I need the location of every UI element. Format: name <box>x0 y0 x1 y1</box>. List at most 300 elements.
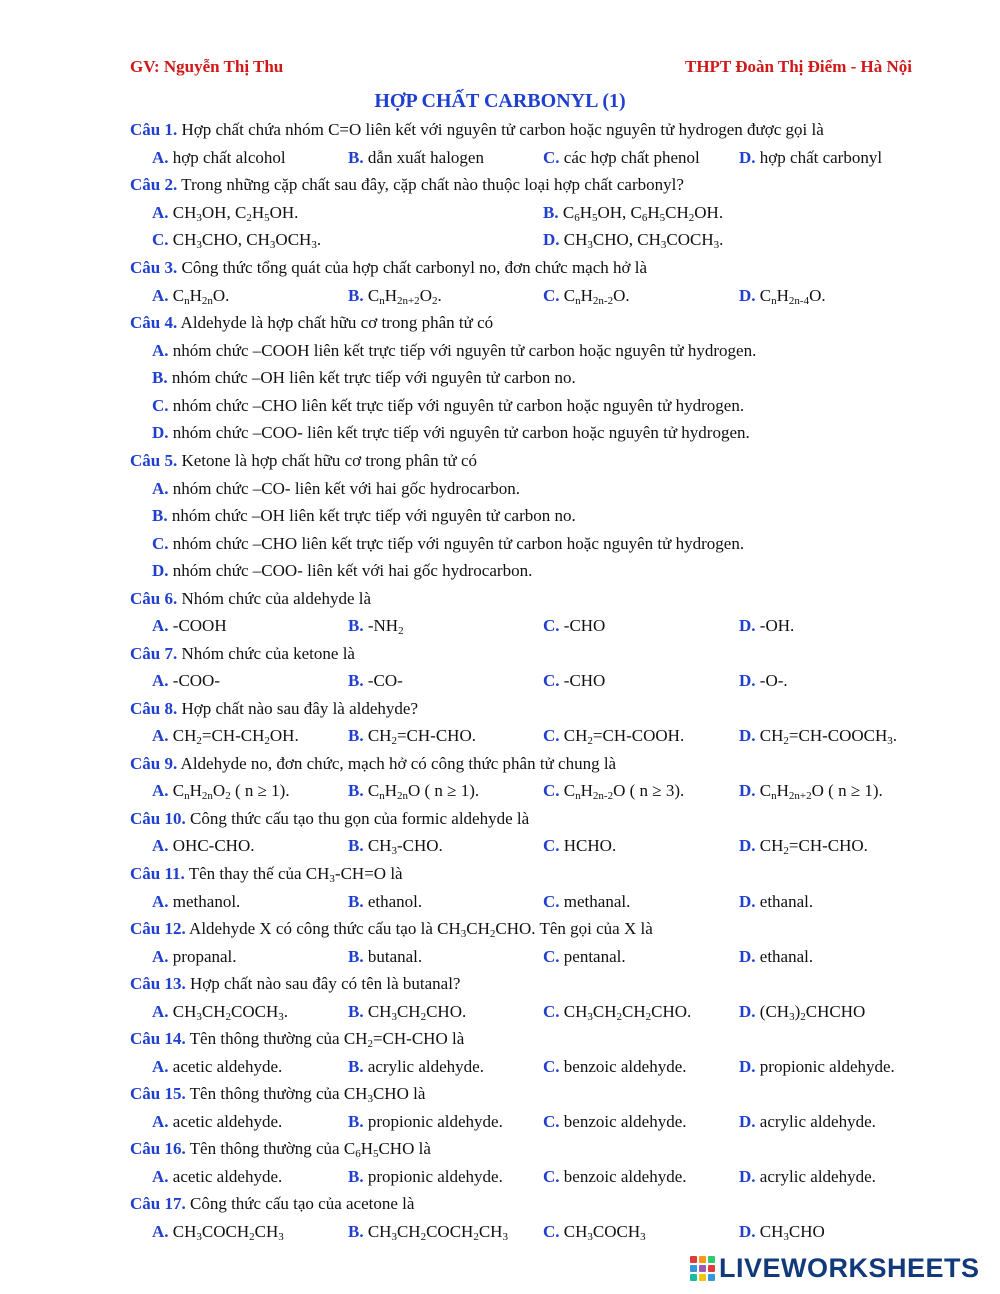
option-label: B. <box>348 616 364 635</box>
question-number: Câu 10. <box>130 809 186 828</box>
option-text: $CH_2=CH-CH_2OH$. <box>168 726 299 747</box>
question <box>130 699 418 719</box>
option-line <box>0 230 1000 256</box>
question-line <box>0 175 1000 201</box>
option-label: C. <box>543 1057 560 1076</box>
option-text: $CH_3CHO$, $CH_3COCH_3$. <box>559 230 724 251</box>
question <box>130 313 493 333</box>
option-label: D. <box>739 836 756 855</box>
option-line <box>0 1002 1000 1028</box>
option-line <box>0 148 1000 174</box>
option-label: C. <box>543 148 560 167</box>
answer-option[interactable] <box>739 148 882 168</box>
answer-option[interactable] <box>152 479 520 499</box>
logo-square <box>690 1256 697 1263</box>
option-line <box>0 616 1000 642</box>
option-text: -COO- <box>168 671 220 690</box>
option-label: D. <box>739 1167 756 1186</box>
question <box>130 1084 425 1104</box>
question-text: Tên thay thế của $CH_3-CH=O$ là <box>184 864 403 885</box>
option-text: nhóm chức –OH liên kết trực tiếp với nguyên tử carbon no. <box>167 506 576 525</box>
option-text: $C_nH_{2n}O_2$ ( n ≥ 1). <box>168 781 290 802</box>
option-text: hợp chất carbonyl <box>755 148 883 167</box>
answer-option[interactable] <box>152 368 576 388</box>
question <box>130 809 529 829</box>
option-label: A. <box>152 671 169 690</box>
question-line <box>0 313 1000 339</box>
answer-option[interactable] <box>739 1057 895 1077</box>
option-text: $C_6H_5OH$, $C_6H_5CH_2OH$. <box>558 203 724 224</box>
answer-option[interactable] <box>739 892 813 912</box>
option-label: C. <box>543 616 560 635</box>
question-text: Công thức tổng quát của hợp chất carbonyl no, đơn chức mạch hở là <box>177 258 648 277</box>
question-number: Câu 5. <box>130 451 178 470</box>
option-text: $CH_3COCH_2CH_3$ <box>168 1222 284 1243</box>
question-text: Nhóm chức của aldehyde là <box>177 589 372 608</box>
answer-option[interactable] <box>152 148 286 168</box>
option-label: C. <box>543 1112 560 1131</box>
option-label: D. <box>739 1057 756 1076</box>
answer-option[interactable] <box>348 836 443 856</box>
question <box>130 1029 464 1049</box>
option-label: D. <box>739 1222 756 1241</box>
option-label: D. <box>739 1002 756 1021</box>
option-line <box>0 836 1000 862</box>
option-label: C. <box>543 1167 560 1186</box>
option-text: $C_nH_{2n+2}O$ ( n ≥ 1). <box>755 781 883 802</box>
option-label: B. <box>152 506 168 525</box>
option-text: propionic aldehyde. <box>363 1167 503 1186</box>
option-label: A. <box>152 203 169 222</box>
option-text: pentanal. <box>559 947 626 966</box>
option-label: B. <box>543 203 559 222</box>
question-line <box>0 919 1000 945</box>
question-line <box>0 451 1000 477</box>
question-line <box>0 699 1000 725</box>
answer-option[interactable] <box>152 1057 282 1077</box>
question-line <box>0 754 1000 780</box>
answer-option[interactable] <box>348 1057 484 1077</box>
option-text: $C_nH_{2n}O$ ( n ≥ 1). <box>363 781 480 802</box>
answer-option[interactable] <box>543 781 684 801</box>
answer-option[interactable] <box>152 892 240 912</box>
answer-option[interactable] <box>152 506 576 526</box>
answer-option[interactable] <box>543 947 626 967</box>
option-text: acrylic aldehyde. <box>755 1112 876 1131</box>
question <box>130 974 460 994</box>
question-text: Aldehyde no, đơn chức, mạch hở có công thức phân tử chung là <box>177 754 617 773</box>
answer-option[interactable] <box>739 616 794 636</box>
answer-option[interactable] <box>348 947 422 967</box>
option-label: A. <box>152 1057 169 1076</box>
option-text: $CH_3CH_2COCH_3$. <box>168 1002 289 1023</box>
option-label: C. <box>543 781 560 800</box>
question-line <box>0 258 1000 284</box>
option-line <box>0 781 1000 807</box>
question-line <box>0 644 1000 670</box>
answer-option[interactable] <box>152 286 229 306</box>
option-label: A. <box>152 148 169 167</box>
question-line <box>0 1029 1000 1055</box>
answer-option[interactable] <box>152 1222 284 1242</box>
question-line <box>0 864 1000 890</box>
option-line <box>0 423 1000 449</box>
option-label: A. <box>152 341 169 360</box>
answer-option[interactable] <box>348 781 479 801</box>
question <box>130 754 616 774</box>
option-label: A. <box>152 1222 169 1241</box>
option-text: $C_nH_{2n-4}O$. <box>755 286 826 307</box>
question-line <box>0 809 1000 835</box>
question-number: Câu 12. <box>130 919 186 938</box>
answer-option[interactable] <box>348 1222 508 1242</box>
question-number: Câu 16. <box>130 1139 186 1158</box>
answer-option[interactable] <box>348 1112 503 1132</box>
question-text: Công thức cấu tạo của acetone là <box>185 1194 415 1213</box>
option-line <box>0 1167 1000 1193</box>
logo-square <box>690 1274 697 1281</box>
option-text: $CH_3CH_2CH_2CHO$. <box>559 1002 692 1023</box>
option-text: -CHO <box>559 671 606 690</box>
option-line <box>0 341 1000 367</box>
option-label: D. <box>739 781 756 800</box>
option-label: C. <box>152 534 169 553</box>
answer-option[interactable] <box>739 836 868 856</box>
option-label: D. <box>739 148 756 167</box>
question <box>130 864 403 884</box>
answer-option[interactable] <box>152 534 744 554</box>
option-label: B. <box>152 368 168 387</box>
option-text: acrylic aldehyde. <box>755 1167 876 1186</box>
answer-option[interactable] <box>543 203 723 223</box>
option-label: A. <box>152 781 169 800</box>
option-label: D. <box>739 947 756 966</box>
question-number: Câu 13. <box>130 974 186 993</box>
question-line <box>0 1084 1000 1110</box>
option-label: A. <box>152 892 169 911</box>
answer-option[interactable] <box>739 947 813 967</box>
option-text: $-NH_2$ <box>363 616 404 637</box>
option-text: nhóm chức –COO- liên kết trực tiếp với nguyên tử carbon hoặc nguyên tử hydrogen. <box>168 423 750 442</box>
option-text: methanal. <box>559 892 631 911</box>
answer-option[interactable] <box>348 671 403 691</box>
answer-option[interactable] <box>543 1222 646 1242</box>
option-text: acetic aldehyde. <box>168 1057 283 1076</box>
question-number: Câu 17. <box>130 1194 186 1213</box>
option-label: B. <box>348 1057 364 1076</box>
answer-option[interactable] <box>543 671 605 691</box>
option-label: B. <box>348 892 364 911</box>
option-text: $CH_3$-CHO. <box>363 836 443 857</box>
option-text: $CH_2=CH$-COOH. <box>559 726 685 747</box>
answer-option[interactable] <box>739 1167 876 1187</box>
option-line <box>0 203 1000 229</box>
question-number: Câu 3. <box>130 258 178 277</box>
question-text: Tên thông thường của $C_6H_5CHO$ là <box>185 1139 431 1160</box>
option-label: B. <box>348 836 364 855</box>
answer-option[interactable] <box>543 148 700 168</box>
answer-option[interactable] <box>152 1112 282 1132</box>
option-text: nhóm chức –CO- liên kết với hai gốc hydrocarbon. <box>168 479 521 498</box>
logo-square <box>708 1274 715 1281</box>
option-text: nhóm chức –COO- liên kết với hai gốc hydrocarbon. <box>168 561 533 580</box>
option-text: -COOH <box>168 616 227 635</box>
question-line <box>0 974 1000 1000</box>
option-label: D. <box>739 616 756 635</box>
answer-option[interactable] <box>348 1002 466 1022</box>
option-label: B. <box>348 1167 364 1186</box>
answer-option[interactable] <box>739 726 897 746</box>
answer-option[interactable] <box>348 616 404 636</box>
option-label: B. <box>348 148 364 167</box>
answer-option[interactable] <box>152 230 321 250</box>
option-label: C. <box>543 286 560 305</box>
option-text: -OH. <box>755 616 795 635</box>
answer-option[interactable] <box>152 1002 288 1022</box>
answer-option[interactable] <box>543 1057 687 1077</box>
option-label: B. <box>348 1002 364 1021</box>
question-line <box>0 120 1000 146</box>
option-text: propionic aldehyde. <box>363 1112 503 1131</box>
option-text: propanal. <box>168 947 237 966</box>
question-number: Câu 8. <box>130 699 178 718</box>
question <box>130 919 653 939</box>
option-line <box>0 368 1000 394</box>
answer-option[interactable] <box>152 836 254 856</box>
question-text: Ketone là hợp chất hữu cơ trong phân tử có <box>177 451 478 470</box>
question-text: Nhóm chức của ketone là <box>177 644 355 663</box>
question <box>130 175 684 195</box>
answer-option[interactable] <box>739 781 883 801</box>
page-title: HỢP CHẤT CARBONYL (1) <box>374 90 626 112</box>
option-label: B. <box>348 726 364 745</box>
option-text: benzoic aldehyde. <box>559 1057 687 1076</box>
option-label: A. <box>152 479 169 498</box>
answer-option[interactable] <box>348 286 442 306</box>
option-text: $CH_2=CH$-CHO. <box>363 726 476 747</box>
option-line <box>0 726 1000 752</box>
option-text: ethanal. <box>755 892 814 911</box>
option-text: OHC-CHO. <box>168 836 255 855</box>
option-label: D. <box>739 892 756 911</box>
question-number: Câu 14. <box>130 1029 186 1048</box>
logo-square <box>708 1265 715 1272</box>
option-text: các hợp chất phenol <box>559 148 700 167</box>
option-label: A. <box>152 1002 169 1021</box>
option-label: B. <box>348 671 364 690</box>
answer-option[interactable] <box>739 1112 876 1132</box>
answer-option[interactable] <box>152 1167 282 1187</box>
option-line <box>0 947 1000 973</box>
answer-option[interactable] <box>152 561 532 581</box>
option-text: nhóm chức –OH liên kết trực tiếp với nguyên tử carbon no. <box>167 368 576 387</box>
option-label: D. <box>543 230 560 249</box>
option-text: -O-. <box>755 671 788 690</box>
answer-option[interactable] <box>543 1167 687 1187</box>
liveworksheets-logo <box>690 1252 980 1284</box>
answer-option[interactable] <box>543 1112 687 1132</box>
question <box>130 120 824 140</box>
option-text: $(CH_3)_2CHCHO$ <box>755 1002 866 1023</box>
question-text: Aldehyde là hợp chất hữu cơ trong phân tử có <box>177 313 494 332</box>
logo-square <box>699 1256 706 1263</box>
option-text: acetic aldehyde. <box>168 1112 283 1131</box>
answer-option[interactable] <box>348 726 476 746</box>
option-line <box>0 1222 1000 1248</box>
option-text: $C_nH_{2n-2}O$ ( n ≥ 3). <box>559 781 685 802</box>
question <box>130 451 477 471</box>
teacher-name: GV: Nguyễn Thị Thu <box>130 57 284 76</box>
option-text: acetic aldehyde. <box>168 1167 283 1186</box>
logo-square <box>699 1265 706 1272</box>
answer-option[interactable] <box>152 341 756 361</box>
option-label: D. <box>739 1112 756 1131</box>
answer-option[interactable] <box>152 781 290 801</box>
answer-option[interactable] <box>543 230 723 250</box>
option-text: nhóm chức –COOH liên kết trực tiếp với nguyên tử carbon hoặc nguyên tử hydrogen. <box>168 341 757 360</box>
option-text: nhóm chức –CHO liên kết trực tiếp với nguyên tử carbon hoặc nguyên tử hydrogen. <box>168 534 745 553</box>
question-number: Câu 7. <box>130 644 178 663</box>
question-number: Câu 15. <box>130 1084 186 1103</box>
option-text: $CH_3CHO$, $CH_3OCH_3$. <box>168 230 322 251</box>
answer-option[interactable] <box>543 726 684 746</box>
option-text: butanal. <box>363 947 423 966</box>
answer-option[interactable] <box>152 616 227 636</box>
option-line <box>0 671 1000 697</box>
option-label: C. <box>152 396 169 415</box>
question-line <box>0 1139 1000 1165</box>
question-text: Hợp chất chứa nhóm C=O liên kết với nguyên tử carbon hoặc nguyên tử hydrogen được gọi là <box>177 120 824 139</box>
option-text: -CO- <box>363 671 403 690</box>
option-line <box>0 479 1000 505</box>
question <box>130 258 647 278</box>
liveworksheets-grid-icon <box>690 1256 715 1281</box>
answer-option[interactable] <box>543 286 630 306</box>
option-label: B. <box>348 1222 364 1241</box>
option-label: D. <box>152 561 169 580</box>
question-text: Hợp chất nào sau đây có tên là butanal? <box>185 974 461 993</box>
question-number: Câu 6. <box>130 589 178 608</box>
option-line <box>0 1057 1000 1083</box>
option-text: benzoic aldehyde. <box>559 1112 687 1131</box>
option-label: A. <box>152 1112 169 1131</box>
option-text: acrylic aldehyde. <box>363 1057 484 1076</box>
question-text: Tên thông thường của $CH_2=CH$-CHO là <box>185 1029 465 1050</box>
option-line <box>0 534 1000 560</box>
answer-option[interactable] <box>152 726 299 746</box>
option-label: C. <box>543 1002 560 1021</box>
option-label: A. <box>152 836 169 855</box>
question <box>130 1194 414 1214</box>
option-line <box>0 286 1000 312</box>
logo-square <box>699 1274 706 1281</box>
option-text: $C_nH_{2n+2}O_2$. <box>363 286 442 307</box>
answer-option[interactable] <box>739 286 826 306</box>
option-label: C. <box>543 726 560 745</box>
answer-option[interactable] <box>543 836 616 856</box>
answer-option[interactable] <box>739 1222 825 1242</box>
question-number: Câu 4. <box>130 313 178 332</box>
option-text: $CH_2=CH-COOCH_3$. <box>755 726 898 747</box>
question-text: Công thức cấu tạo thu gọn của formic aldehyde là <box>185 809 530 828</box>
answer-option[interactable] <box>543 1002 691 1022</box>
logo-square <box>708 1256 715 1263</box>
question-text: Hợp chất nào sau đây là aldehyde? <box>177 699 418 718</box>
option-line <box>0 561 1000 587</box>
option-label: A. <box>152 286 169 305</box>
option-label: C. <box>543 671 560 690</box>
question-number: Câu 1. <box>130 120 178 139</box>
option-text: $C_nH_{2n}O$. <box>168 286 230 307</box>
option-text: dẫn xuất halogen <box>363 148 484 167</box>
question-text: Trong những cặp chất sau đây, cặp chất nào thuộc loại hợp chất carbonyl? <box>177 175 684 194</box>
option-text: hợp chất alcohol <box>168 148 286 167</box>
option-text: $CH_2=CH$-CHO. <box>755 836 868 857</box>
question-number: Câu 11. <box>130 864 185 883</box>
option-text: methanol. <box>168 892 241 911</box>
answer-option[interactable] <box>348 148 484 168</box>
option-label: A. <box>152 616 169 635</box>
answer-option[interactable] <box>152 396 744 416</box>
option-line <box>0 506 1000 532</box>
option-line <box>0 396 1000 422</box>
option-text: nhóm chức –CHO liên kết trực tiếp với nguyên tử carbon hoặc nguyên tử hydrogen. <box>168 396 745 415</box>
option-text: $CH_3CH_2CHO$. <box>363 1002 467 1023</box>
question-line <box>0 589 1000 615</box>
option-text: $CH_3OH$, $C_2H_5OH$. <box>168 203 299 224</box>
option-text: $CH_3CH_2COCH_2CH_3$ <box>363 1222 508 1243</box>
liveworksheets-brand-text: LIVEWORKSHEETS <box>719 1252 980 1283</box>
answer-option[interactable] <box>152 203 298 223</box>
option-text: ethanol. <box>363 892 423 911</box>
option-text: HCHO. <box>559 836 617 855</box>
option-line <box>0 892 1000 918</box>
answer-option[interactable] <box>543 616 605 636</box>
question-number: Câu 9. <box>130 754 178 773</box>
option-label: D. <box>152 423 169 442</box>
option-text: benzoic aldehyde. <box>559 1167 687 1186</box>
option-label: B. <box>348 781 364 800</box>
option-label: C. <box>543 836 560 855</box>
question <box>130 1139 431 1159</box>
question <box>130 644 355 664</box>
option-label: B. <box>348 1112 364 1131</box>
option-label: C. <box>543 947 560 966</box>
option-text: $CH_3COCH_3$ <box>559 1222 646 1243</box>
answer-option[interactable] <box>543 892 630 912</box>
question-number: Câu 2. <box>130 175 178 194</box>
answer-option[interactable] <box>739 1002 865 1022</box>
option-label: B. <box>348 286 364 305</box>
school-name: THPT Đoàn Thị Điểm - Hà Nội <box>684 57 912 76</box>
answer-option[interactable] <box>739 671 788 691</box>
logo-square <box>690 1265 697 1272</box>
option-text: $C_nH_{2n-2}O$. <box>559 286 630 307</box>
answer-option[interactable] <box>152 947 237 967</box>
answer-option[interactable] <box>152 423 750 443</box>
option-text: ethanal. <box>755 947 814 966</box>
question-line <box>0 1194 1000 1220</box>
option-text: propionic aldehyde. <box>755 1057 895 1076</box>
option-label: D. <box>739 671 756 690</box>
question-text: Tên thông thường của $CH_3CHO$ là <box>185 1084 426 1105</box>
answer-option[interactable] <box>152 671 220 691</box>
answer-option[interactable] <box>348 1167 503 1187</box>
option-label: D. <box>739 726 756 745</box>
answer-option[interactable] <box>348 892 422 912</box>
option-label: C. <box>152 230 169 249</box>
option-label: A. <box>152 1167 169 1186</box>
